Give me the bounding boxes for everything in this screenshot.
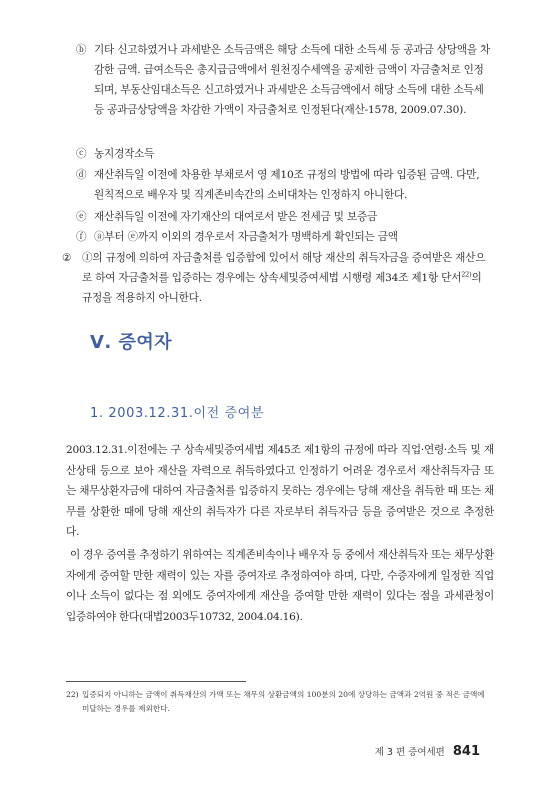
- footnote: [66, 688, 494, 716]
- item-text: ⓐ부터 ⓔ까지 이외의 경우로서 자금출처가 명백하게 확인되는 금액: [94, 231, 398, 243]
- item-marker: ⓑ: [76, 44, 87, 56]
- item-marker: ⓔ: [76, 211, 87, 223]
- list-item: [66, 207, 492, 227]
- footnote-divider: [66, 681, 246, 682]
- item-marker: ⓓ: [76, 169, 87, 181]
- list-item: [66, 165, 492, 205]
- item-text: 농지경작소득: [94, 148, 155, 160]
- subsection-title: 1. 2003.12.31.이전 증여분: [90, 406, 265, 421]
- item-marker: ⓕ: [76, 231, 87, 243]
- item-marker: ②: [62, 252, 72, 264]
- item-text: [82, 248, 494, 308]
- footnote-text: 입증되지 아니하는 금액이 취득재산의 가액 또는 채무의 상환금액의 100분의 20에 상당하는 금액과 2억원 중 적은 금액에 미달하는 경우를 제외한다.: [82, 690, 485, 713]
- footnote-ref: 22): [461, 270, 472, 279]
- item-text-tail: 의 규정을 적용하지 아니한다.: [82, 272, 482, 304]
- paragraph: 2003.12.31.이전에는 구 상속세및증여세법 제45조 제1항의 규정에 따라 직업·연령·소득 및 재산상태 등으로 보아 재산을 자력으로 취득하였다고 인정하기 어려운 경우로서 재산취득자금 또는 채무상환자금에 대하여 자금출처를 입증하지 못하는 경우에는 당해 재산을 취득한 때 또는 채무를 상환한 때에 당해 재산의 취득자가 다른 자로부터 취득자금 등을 증여받은 것으로 추정한다.: [66, 444, 494, 538]
- item-text: 재산취득일 이전에 자기재산의 대여로서 받은 전세금 및 보증금: [94, 211, 378, 223]
- footnote-number: 22): [66, 690, 79, 699]
- list-item: [52, 248, 494, 308]
- list-item: [66, 40, 492, 120]
- list-item: [66, 227, 492, 247]
- item-marker: ⓒ: [76, 148, 87, 160]
- item-text-main: ①의 규정에 의하여 자금출처를 입증함에 있어서 해당 재산의 취득자금을 증여받은 재산으로 하여 자금출처를 입증하는 경우에는 상속세및증여세법 시행령 제34조 제1항 단서: [82, 252, 486, 284]
- list-item: [66, 144, 492, 164]
- footer-section-label: 제 3 편 증여세편: [374, 747, 445, 758]
- item-text: 기타 신고하였거나 과세받은 소득금액은 해당 소득에 대한 소득세 등 공과금 상당액을 차감한 금액. 급여소득은 총지급금액에서 원천징수세액을 공제한 금액이 자금출처로 인정되며, 부동산임대소득은 신고하였거나 과세받은 소득금액에서 해당 소득에 대한 소득세 등 공과금상당액을 차감한 가액이 자금출처로 인정된다(재산-1578, 2009.07.30).: [94, 44, 491, 116]
- item-text: 재산취득일 이전에 차용한 부채로서 영 제10조 규정의 방법에 따라 입증된 금액. 다만, 원칙적으로 배우자 및 직계존비속간의 소비대차는 인정하지 아니한다.: [94, 169, 480, 201]
- paragraph: 이 경우 증여를 추정하기 위하여는 직계존비속이나 배우자 등 중에서 재산취득자 또는 채무상환자에게 증여할 만한 재력이 있는 자를 증여자로 추정하여야 하며, 다만, 수증자에게 일정한 직업이나 소득이 없다는 점 외에도 증여자에게 재산을 증여할 만한 재력이 있다는 점을 과세관청이 입증하여야 한다(대법2003두10732, 2004.04.16).: [66, 549, 494, 623]
- page-footer: [375, 744, 480, 759]
- section-title: Ⅴ. 증여자: [90, 332, 173, 353]
- page-number: 841: [452, 744, 480, 759]
